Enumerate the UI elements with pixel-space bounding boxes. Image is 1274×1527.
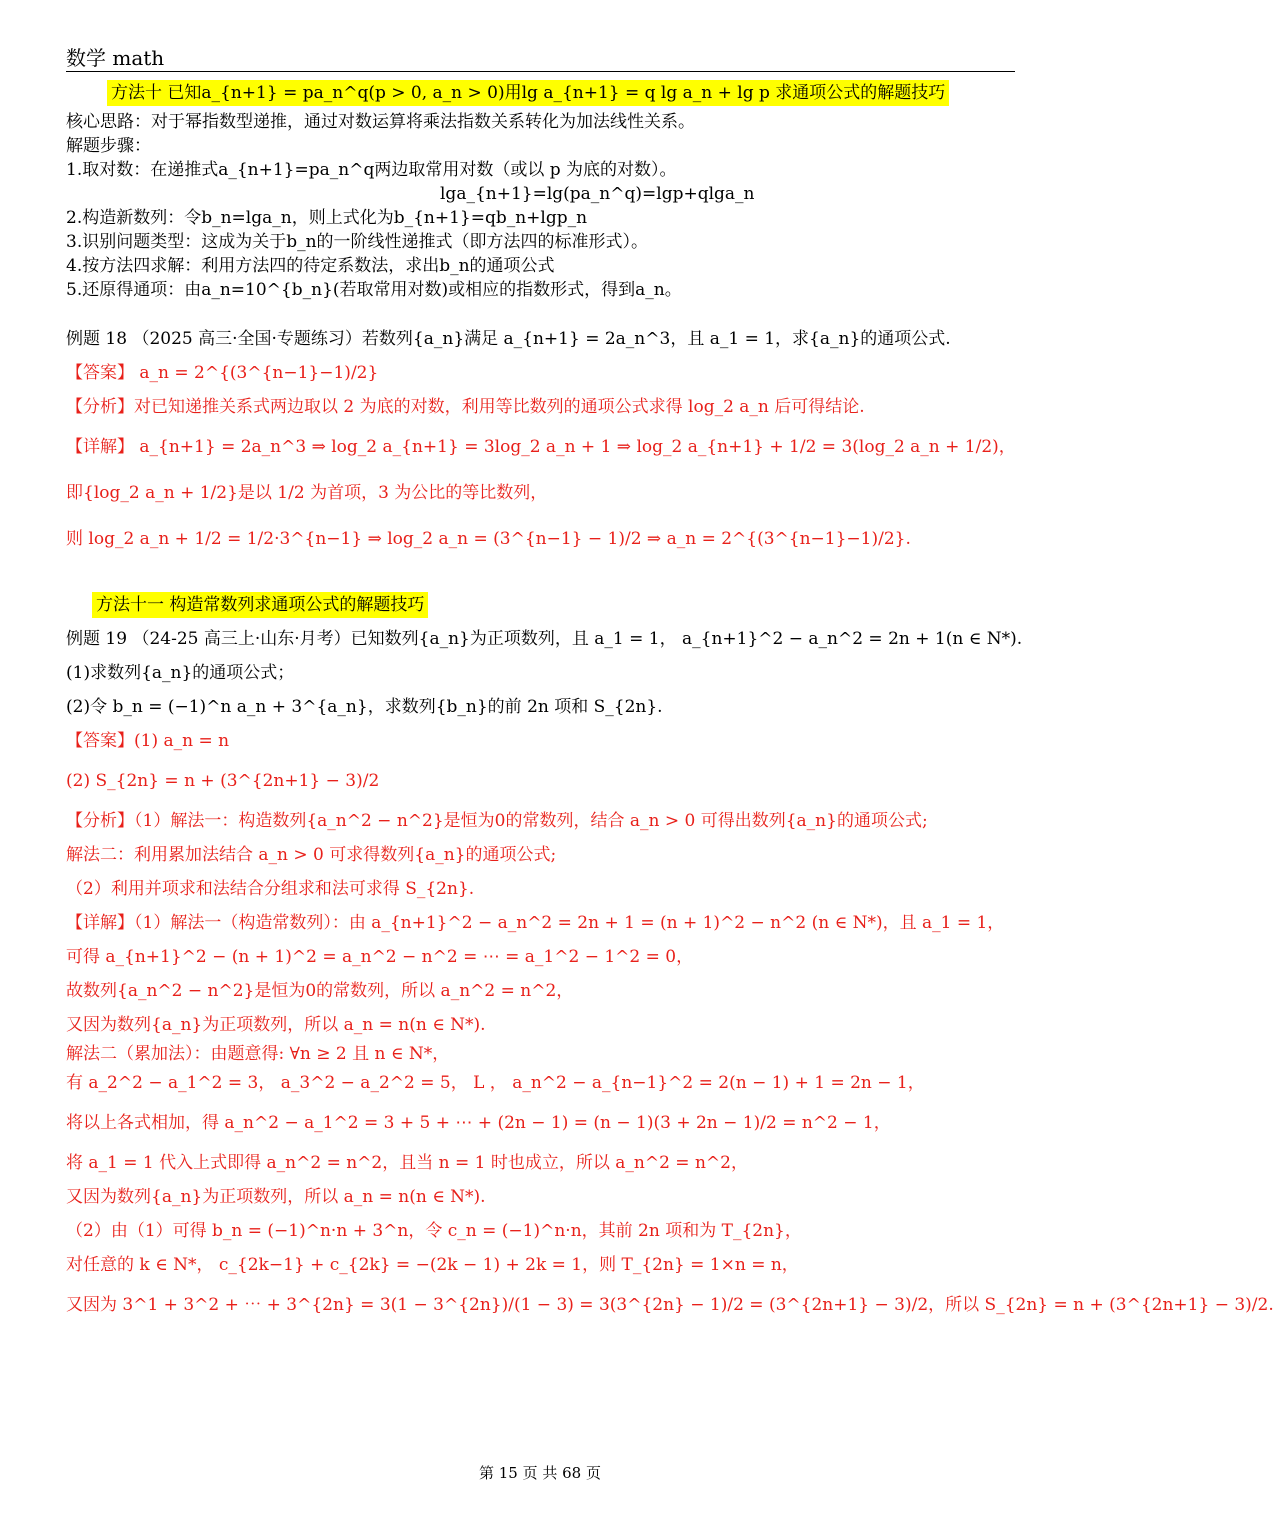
example18-detail2: 即{log_2 a_n + 1/2}是以 1/2 为首项，3 为公比的等比数列， <box>66 483 548 503</box>
example19-analysis1: 【分析】（1）解法一：构造数列{a_n^2 − n^2}是恒为0的常数列，结合 a_n > 0 可得出数列{a_n}的通项公式; <box>66 811 928 831</box>
example19-answer1: 【答案】(1) a_n = n <box>66 731 230 751</box>
method11-title-line <box>66 588 1016 622</box>
method10-step1-formula: lga_{n+1}=lg(pa_n^q)=lgp+qlga_n <box>440 184 755 204</box>
method10-title: 方法十 已知a_{n+1} = pa_n^q(p > 0, a_n > 0)用lg a_{n+1} = q lg a_n + lg p 求通项公式的解题技巧 <box>107 80 949 106</box>
example19-detail8: 将 a_1 = 1 代入上式即得 a_n^2 = n^2，且当 n = 1 时也成立，所以 a_n^2 = n^2， <box>66 1153 748 1173</box>
example19-detail11: 对任意的 k ∈ N*， c_{2k−1} + c_{2k} = −(2k − 1) + 2k = 1，则 T_{2n} = 1×n = n， <box>66 1255 799 1275</box>
page-header <box>66 40 1015 72</box>
example18-detail3: 则 log_2 a_n + 1/2 = 1/2·3^{n−1} ⇒ log_2 a_n = (3^{n−1} − 1)/2 ⇒ a_n = 2^{(3^{n−1}−1)/2}. <box>66 529 911 549</box>
method10-core: 核心思路：对于幂指数型递推，通过对数运算将乘法指数关系转化为加法线性关系。 <box>66 112 695 132</box>
example19-detail9: 又因为数列{a_n}为正项数列，所以 a_n = n(n ∈ N*). <box>66 1187 486 1207</box>
method10-title-line <box>66 76 1016 110</box>
example19-q2: (2)令 b_n = (−1)^n a_n + 3^{a_n}，求数列{b_n}的前 2n 项和 S_{2n}. <box>66 697 663 717</box>
example18-analysis: 【分析】对已知递推关系式两边取以 2 为底的对数，利用等比数列的通项公式求得 log_2 a_n 后可得结论. <box>66 397 865 417</box>
example19-analysis3: （2）利用并项求和法结合分组求和法可求得 S_{2n}. <box>66 879 475 899</box>
example18-detail1: 【详解】 a_{n+1} = 2a_n^3 ⇒ log_2 a_{n+1} = 3log_2 a_n + 1 ⇒ log_2 a_{n+1} + 1/2 = 3(log_2 a_n + 1/2)， <box>66 437 1016 457</box>
method10-step3: 3.识别问题类型：这成为关于b_n的一阶线性递推式（即方法四的标准形式）。 <box>66 232 649 252</box>
example18-answer: 【答案】 a_n = 2^{(3^{n−1}−1)/2} <box>66 363 379 383</box>
example19-detail4: 又因为数列{a_n}为正项数列，所以 a_n = n(n ∈ N*). <box>66 1015 486 1035</box>
header-title: 数学 math <box>66 46 165 70</box>
example19-detail7: 将以上各式相加，得 a_n^2 − a_1^2 = 3 + 5 + ⋯ + (2n − 1) = (n − 1)(3 + 2n − 1)/2 = n^2 − 1， <box>66 1113 891 1133</box>
example19-answer2: (2) S_{2n} = n + (3^{2n+1} − 3)/2 <box>66 771 380 791</box>
example19-detail3: 故数列{a_n^2 − n^2}是恒为0的常数列，所以 a_n^2 = n^2， <box>66 981 574 1001</box>
page-footer <box>0 1462 1080 1483</box>
method10-step2: 2.构造新数列：令b_n=lga_n，则上式化为b_{n+1}=qb_n+lgp_n <box>66 208 588 228</box>
example19-detail10: （2）由（1）可得 b_n = (−1)^n·n + 3^n，令 c_n = (−1)^n·n，其前 2n 项和为 T_{2n}， <box>66 1221 802 1241</box>
example19-detail6: 有 a_2^2 − a_1^2 = 3， a_3^2 − a_2^2 = 5， L ， a_n^2 − a_{n−1}^2 = 2(n − 1) + 1 = 2n − 1， <box>66 1073 925 1093</box>
example18-question: 例题 18 （2025 高三·全国·专题练习）若数列{a_n}满足 a_{n+1} = 2a_n^3，且 a_1 = 1，求{a_n}的通项公式. <box>66 329 951 349</box>
method10-step4: 4.按方法四求解：利用方法四的待定系数法，求出b_n的通项公式 <box>66 256 555 276</box>
example19-detail5: 解法二（累加法）：由题意得: ∀n ≥ 2 且 n ∈ N*， <box>66 1044 450 1064</box>
example19-detail1: 【详解】（1）解法一（构造常数列）：由 a_{n+1}^2 − a_n^2 = 2n + 1 = (n + 1)^2 − n^2 (n ∈ N*)，且 a_1 = 1， <box>66 913 1005 933</box>
example19-detail12: 又因为 3^1 + 3^2 + ⋯ + 3^{2n} = 3(1 − 3^{2n})/(1 − 3) = 3(3^{2n} − 1)/2 = (3^{2n+1} − 3)/2，所以 S_{2n} = n + (3^{2n+1} − 3)/2. <box>66 1295 1274 1315</box>
example19-analysis2: 解法二：利用累加法结合 a_n > 0 可求得数列{a_n}的通项公式; <box>66 845 557 865</box>
example19-question: 例题 19 （24-25 高三上·山东·月考）已知数列{a_n}为正项数列，且 a_1 = 1， a_{n+1}^2 − a_n^2 = 2n + 1(n ∈ N*). <box>66 629 1023 649</box>
document-body <box>66 76 1274 1328</box>
method10-step1: 1.取对数：在递推式a_{n+1}=pa_n^q两边取常用对数（或以 p 为底的对数）。 <box>66 160 677 180</box>
example19-q1: (1)求数列{a_n}的通项公式； <box>66 663 295 683</box>
method11-title: 方法十一 构造常数列求通项公式的解题技巧 <box>92 592 428 618</box>
page-number: 第 15 页 共 68 页 <box>478 1464 601 1482</box>
example19-detail2: 可得 a_{n+1}^2 − (n + 1)^2 = a_n^2 − n^2 = ⋯ = a_1^2 − 1^2 = 0， <box>66 947 694 967</box>
method10-step5: 5.还原得通项：由a_n=10^{b_n}(若取常用对数)或相应的指数形式，得到a_n。 <box>66 280 682 300</box>
method10-steps-label: 解题步骤： <box>66 136 151 156</box>
